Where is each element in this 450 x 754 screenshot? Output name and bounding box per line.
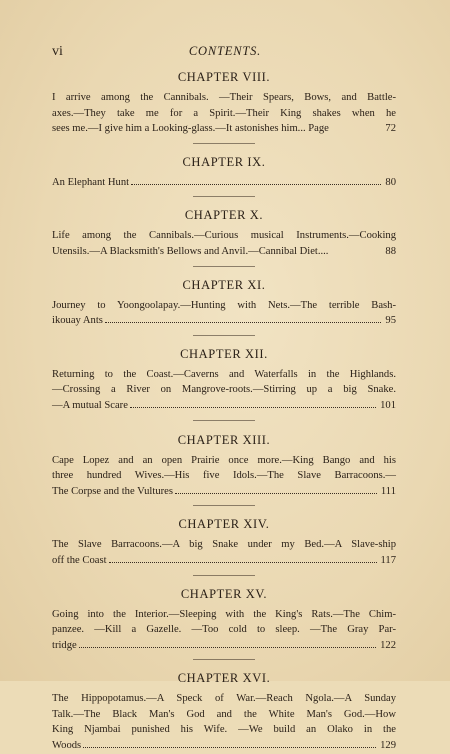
- dot-leader: [109, 562, 377, 563]
- summary-line: [52, 90, 396, 106]
- summary-text: ikouay Ants: [52, 315, 103, 327]
- toc-entry: [52, 669, 396, 753]
- summary-text: Returning to the Coast.—Caverns and Waterfalls in the Highlands.: [52, 368, 396, 380]
- summary-line: [52, 367, 396, 383]
- summary-line: [52, 484, 396, 500]
- page-number: 95: [385, 315, 396, 327]
- toc-entry: [52, 345, 396, 421]
- summary-line: [52, 398, 396, 414]
- chapter-summary: [52, 298, 396, 329]
- summary-text: Going into the Interior.—Sleeping with the King's Rats.—The Chim-: [52, 608, 396, 620]
- chapter-heading: CHAPTER XV.: [180, 586, 268, 601]
- summary-line: [52, 707, 396, 723]
- chapter-heading: CHAPTER XVI.: [177, 671, 271, 686]
- summary-text: Journey to Yoongoolapay.—Hunting with Nets.—The terrible Bash-: [52, 299, 396, 311]
- summary-text: Cape Lopez and an open Prairie once more.—King Bango and his: [52, 454, 396, 466]
- summary-line: [52, 738, 396, 754]
- dot-leader: [131, 184, 381, 185]
- summary-line: [52, 106, 396, 122]
- page-number: 111: [380, 485, 396, 497]
- toc-entry: [52, 431, 396, 507]
- summary-text: I arrive among the Cannibals. —Their Spears, Bows, and Battle-: [52, 92, 396, 103]
- page-number: 101: [380, 399, 396, 411]
- summary-text: Talk.—The Black Man's God and the White Man's God.—How: [52, 708, 396, 720]
- summary-line: [52, 313, 396, 329]
- chapter-heading: CHAPTER XII.: [180, 346, 268, 361]
- summary-text: The Hippopotamus.—A Speck of War.—Reach Ngola.—A Sunday: [52, 693, 396, 705]
- dot-leader: [130, 407, 376, 408]
- chapter-heading: CHAPTER XI.: [182, 277, 266, 292]
- summary-line: [52, 298, 396, 314]
- summary-line: [52, 228, 396, 244]
- summary-text: Utensils.—A Blacksmith's Bellows and Anvil.—Cannibal Diet....: [52, 245, 329, 257]
- summary-line: [52, 691, 396, 707]
- section-rule: [193, 420, 255, 421]
- summary-text: axes.—They take me for a Spirit.—Their King shakes when he: [52, 107, 396, 119]
- summary-line: [52, 553, 396, 569]
- summary-text: The Corpse and the Vultures: [52, 485, 173, 497]
- running-title: CONTENTS.: [188, 44, 262, 58]
- page-header: [0, 44, 450, 64]
- page-number: 122: [380, 639, 396, 651]
- toc-entry: [52, 515, 396, 575]
- chapter-heading: CHAPTER IX.: [182, 154, 266, 169]
- toc-entry: [52, 68, 396, 144]
- dot-leader: [83, 747, 376, 748]
- dot-leader: [105, 322, 381, 323]
- summary-line: [52, 382, 396, 398]
- summary-line: [52, 622, 396, 638]
- section-rule: [193, 143, 255, 144]
- chapter-summary: [52, 175, 396, 191]
- page-number: 117: [380, 554, 396, 566]
- section-rule: [193, 505, 255, 506]
- section-rule: [193, 335, 255, 336]
- page-folio: vi: [52, 44, 63, 59]
- toc-entry: [52, 206, 396, 266]
- section-rule: [193, 575, 255, 576]
- summary-text: panzee. —Kill a Gazelle. —Too cold to sleep. —The Gray Par-: [52, 624, 396, 636]
- chapter-summary: [52, 691, 396, 753]
- summary-text: off the Coast: [52, 554, 107, 566]
- page-number: 129: [380, 740, 396, 752]
- chapter-heading: CHAPTER X.: [184, 208, 264, 223]
- chapter-summary: [52, 607, 396, 654]
- chapter-heading: CHAPTER VIII.: [177, 70, 271, 84]
- dot-leader: [79, 647, 376, 648]
- summary-text: The Slave Barracoons.—A big Snake under my Bed.—A Slave-ship: [52, 539, 396, 551]
- summary-line: [52, 607, 396, 623]
- toc-entry: [52, 276, 396, 336]
- table-of-contents: [52, 68, 396, 754]
- summary-line: [52, 638, 396, 654]
- summary-text: —Crossing a River on Mangrove-roots.—Stirring up a big Snake.: [52, 384, 396, 396]
- summary-line: [52, 537, 396, 553]
- summary-text: An Elephant Hunt: [52, 176, 130, 188]
- chapter-summary: [52, 367, 396, 414]
- page-number: 72: [385, 123, 396, 135]
- toc-entry: [52, 585, 396, 661]
- toc-entry: [52, 153, 396, 198]
- summary-line: [52, 175, 396, 191]
- summary-line: [52, 121, 396, 137]
- page-number: 88: [385, 245, 396, 257]
- section-rule: [193, 266, 255, 267]
- chapter-summary: [52, 453, 396, 500]
- chapter-summary: [52, 537, 396, 568]
- summary-line: [52, 468, 396, 484]
- summary-text: —A mutual Scare: [52, 399, 128, 411]
- summary-line: [52, 453, 396, 469]
- chapter-heading: CHAPTER XIII.: [177, 432, 271, 447]
- summary-text: three hundred Wives.—His five Idols.—The Slave Barracoons.—: [52, 470, 396, 482]
- chapter-summary: [52, 228, 396, 259]
- section-rule: [193, 196, 255, 197]
- page-number: 80: [385, 176, 396, 188]
- summary-line: [52, 722, 396, 738]
- chapter-summary: [52, 90, 396, 137]
- summary-text: Life among the Cannibals.—Curious musical Instruments.—Cooking: [52, 230, 396, 242]
- summary-text: sees me.—I give him a Looking-glass.—It astonishes him... Page: [52, 123, 329, 135]
- summary-text: Woods: [52, 740, 82, 752]
- chapter-heading: CHAPTER XIV.: [178, 517, 270, 532]
- summary-text: tridge: [52, 639, 77, 651]
- section-rule: [193, 659, 255, 660]
- summary-text: King Njambai punished his Wife. —We build an Olako in the: [52, 724, 396, 736]
- summary-line: [52, 244, 396, 260]
- dot-leader: [175, 493, 377, 494]
